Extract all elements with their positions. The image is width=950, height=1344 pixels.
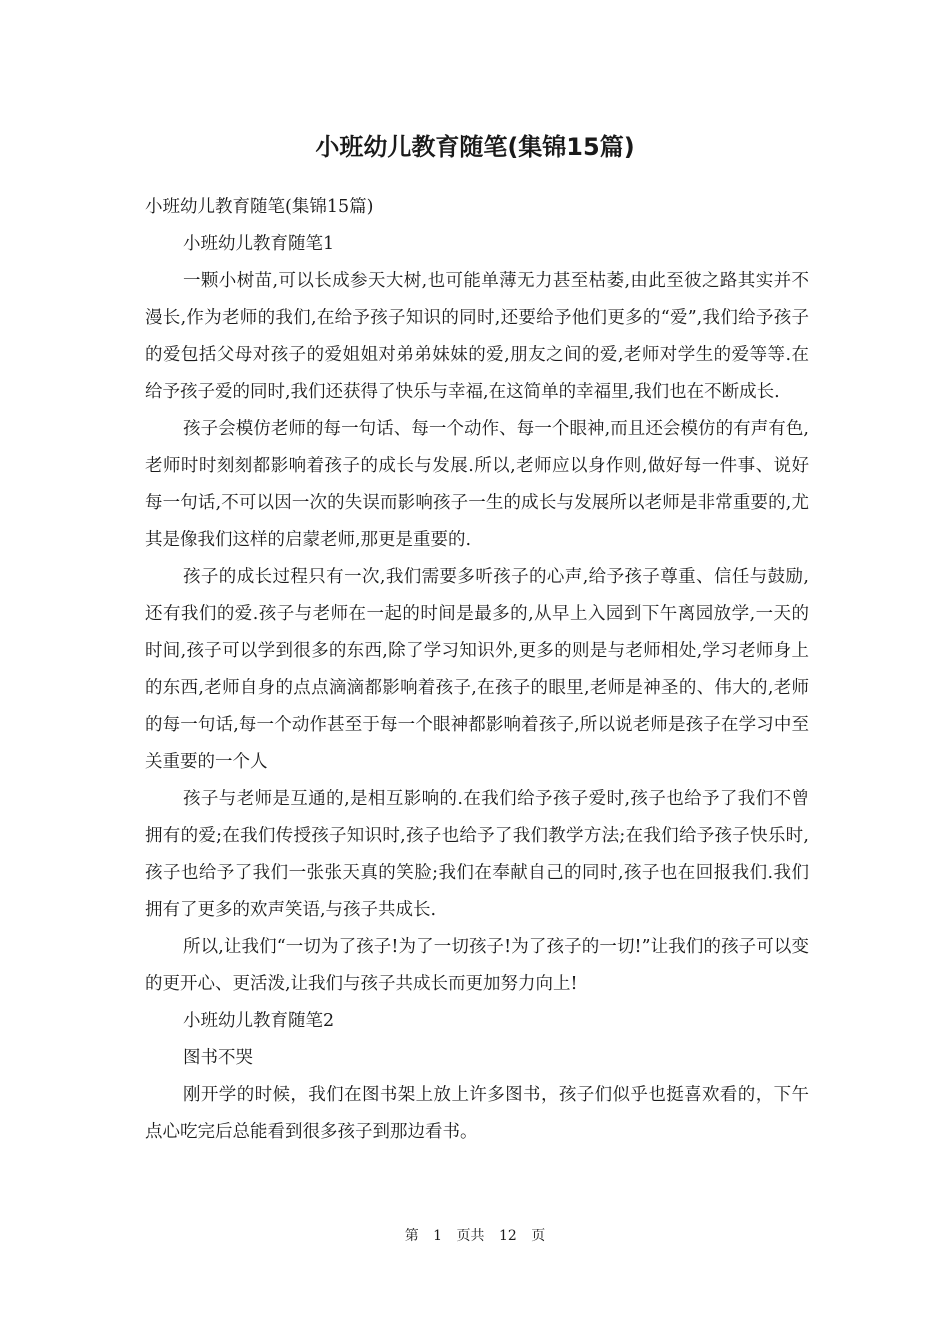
paragraph: 小班幼儿教育随笔2	[183, 1011, 335, 1031]
paragraph: 刚开学的时候，我们在图书架上放上许多图书，孩子们似乎也挺喜欢看的，下午点心吃完后总能看到很多孩子到那边看书。	[145, 1085, 809, 1142]
document-body	[145, 189, 809, 1151]
paragraph: 孩子会模仿老师的每一句话、每一个动作、每一个眼神,而且还会模仿的有声有色,老师时时刻刻都影响着孩子的成长与发展.所以,老师应以身作则,做好每一件事、说好每一句话,不可以因一次的失误而影响孩子一生的成长与发展所以老师是非常重要的,尤其是像我们这样的启蒙老师,那更是重要的.	[145, 419, 809, 550]
paragraph: 一颗小树苗,可以长成参天大树,也可能单薄无力甚至枯萎,由此至彼之路其实并不漫长,作为老师的我们,在给予孩子知识的同时,还要给予他们更多的“爱”,我们给予孩子的爱包括父母对孩子的爱姐姐对弟弟妹妹的爱,朋友之间的爱,老师对学生的爱等等.在给予孩子爱的同时,我们还获得了快乐与幸福,在这简单的幸福里,我们也在不断成长.	[145, 271, 809, 402]
paragraph: 图书不哭	[183, 1048, 253, 1068]
paragraph: 孩子的成长过程只有一次,我们需要多听孩子的心声,给予孩子尊重、信任与鼓励,还有我们的爱.孩子与老师在一起的时间是最多的,从早上入园到下午离园放学,一天的时间,孩子可以学到很多的东西,除了学习知识外,更多的则是与老师相处,学习老师身上的东西,老师自身的点点滴滴都影响着孩子,在孩子的眼里,老师是神圣的、伟大的,老师的每一句话,每一个动作甚至于每一个眼神都影响着孩子,所以说老师是孩子在学习中至关重要的一个人	[145, 567, 809, 772]
paragraph: 孩子与老师是互通的,是相互影响的.在我们给予孩子爱时,孩子也给予了我们不曾拥有的爱;在我们传授孩子知识时,孩子也给予了我们教学方法;在我们给予孩子快乐时,孩子也给予了我们一张张天真的笑脸;我们在奉献自己的同时,孩子也在回报我们.我们拥有了更多的欢声笑语,与孩子共成长.	[145, 789, 809, 920]
paragraph: 小班幼儿教育随笔(集锦15篇)	[145, 197, 374, 217]
document-title: 小班幼儿教育随笔(集锦15篇)	[315, 133, 635, 161]
page-footer: 第 1 页共 12 页	[404, 1228, 546, 1244]
paragraph: 小班幼儿教育随笔1	[183, 234, 335, 254]
paragraph: 所以,让我们“一切为了孩子!为了一切孩子!为了孩子的一切!”让我们的孩子可以变的更开心、更活泼,让我们与孩子共成长而更加努力向上!	[145, 937, 809, 994]
